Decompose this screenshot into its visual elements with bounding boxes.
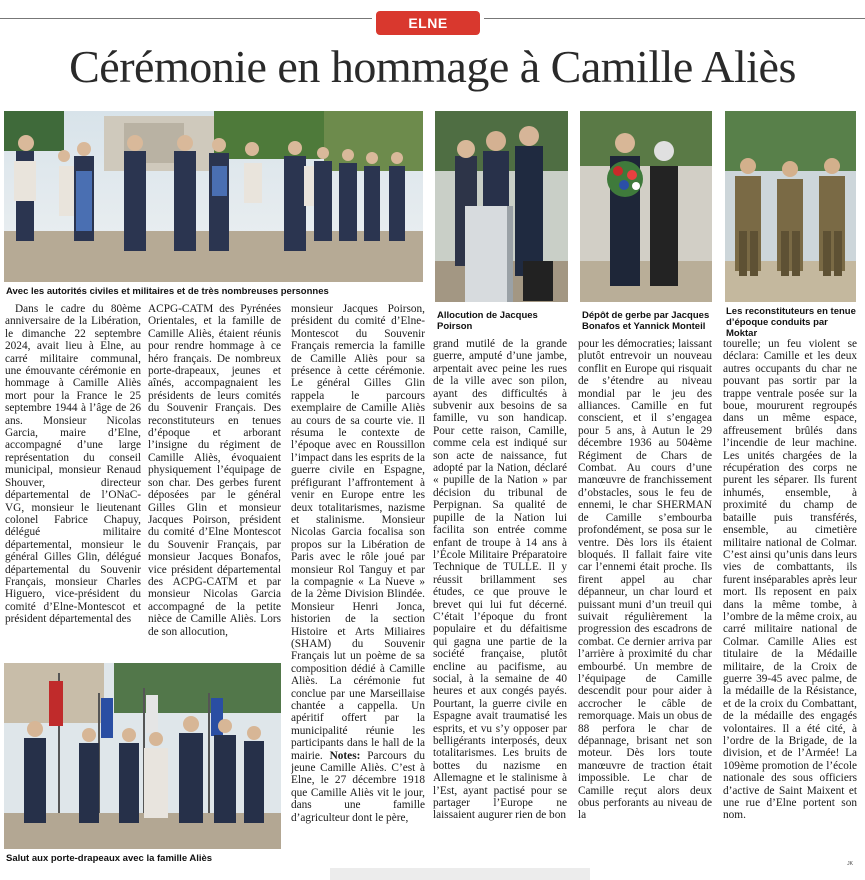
article-column-2 — [148, 303, 281, 658]
caption-crowd: Avec les autorités civiles et militaires et de très nombreuses personnes — [6, 286, 329, 297]
photo-flag-bearers — [4, 663, 281, 849]
article-column-2-text: ACPG-CATM des Pyrénées Orientales, et la famille de Camille Aliès, étaient réunis pour rendre hommage à ce héro français. De nombreux porte-drapeaux, jeunes et aînés, accompagnaient les présidents de leurs comités du Souvenir Français. Des reconstituteurs en tenues d’époque et arborant l’insigne du régiment de Camille Aliès, évoquaient physiquement l’équipage de son char. Des gerbes furent déposées par le général Gilles Glin et monsieur Jacques Poirson, président du comité d’Elne Montescot du Souvenir Français, par monsieur Jacques Bonafos, vice président départemental des ACPG-CATM et par monsieur Nicolas Garcia accompagné de la petite nièce de Camille Aliès. Lors de son allocution, — [148, 303, 281, 638]
page-mark: JK — [847, 861, 853, 867]
article-column-4 — [433, 338, 567, 863]
photo-speech — [435, 111, 568, 302]
photo-reenactors — [725, 111, 856, 302]
caption-reenactors: Les reconstituteurs en tenue d’époque conduits par Moktar — [726, 306, 856, 339]
article-column-1 — [5, 303, 141, 658]
article-column-3-text: monsieur Jacques Poirson, président du comité d’Elne-Montescot du Souvenir Français remercia la famille de Camille Aliès pour sa présence à cette cérémonie. Le général Gilles Glin rappela le parcours exemplaire de Camille Aliès au cours de sa courte vie. Il résuma le contexte de l’époque avec en Roussillon l’impact dans les esprits de la guerre civile en Espagne, préfigurant l’affrontement à venir en Europe entre les deux totalitarismes, nazisme et stalinisme. Monsieur Nicolas Garcia focalisa son propos sur la Libération de Paris avec le rôle joué par monsieur Rol Tanguy et par la compagnie « La Nueve » de la 2ème Division Blindée. Monsieur Henri Jonca, historien de la section Histoire et Arts Miliaires (SHAM) du Souvenir Français lut un poème de sa composition dédié à Camille Aliès. La cérémonie fut conclue par une Marseillaise chantée a cappella. Un apéritif offert par la municipalité réunie les participants dans le hall de la mairie. — [291, 303, 425, 762]
article-column-4-text: grand mutilé de la grande guerre, amputé d’une jambe, arpentait avec peine les rues de la ville avec son pilon, ayant des difficultés à subvenir aux besoins de sa famille, vu son handicap. Pour cette raison, Camille, comme cela est indiqué sur son acte de naissance, fut adopté par la Nation, déclaré « pupille de la Nation » par décision du tribunal de Perpignan. Sa qualité de pupille de la Nation lui facilita son entrée comme enfant de troupe à 14 ans à l’École Militaire Préparatoire Technique de TULLE. Il y réussit brillamment ses études, ce que prouve le brevet qui lui fut décerné. C’était l’époque du front populaire et du défaitisme qui gagna une partie de la société française, plutôt encline au pacifisme, au social, à la semaine de 40 heures et aux congés payés. Pourtant, la guerre civile en Espagne avait traumatisé les esprits, et vu s’y opposer par belligérants interposés, deux totalitarismes. Les bruits de bottes du nazisme en Allemagne et le stalinisme à l’Est, ayant pactisé pour se partager l’Europe ne laissaient augurer rien de bon — [433, 338, 567, 822]
top-rule-left — [0, 18, 372, 19]
notes-label: Notes: — [329, 749, 361, 762]
photo-crowd — [4, 111, 423, 282]
article-column-6-text: tourelle; un feu violent se déclara: Camille et les deux autres occupants du char ne pouvant pas sortir par la trappe ventrale posée sur la boue, moururent regroupés dans un même espace, affreusement brûlés dans l’incendie de leur machine. Les unités chargées de la récupération des corps ne purent les séparer. Ils furent inhumés, ensemble, à proximité du champ de bataille puis transférés, ensemble, au cimetière militaire national de Colmar. C’est ainsi qu’unis dans leurs vies de combattants, ils furent inséparables après leur mort. Ils reposent en paix dans la même tombe, à l’ombre de la même croix, au carré militaire national de Colmar. Camille Alies est titulaire de la Médaille militaire, de la Croix de guerre 39-45 avec palme, de la médaille de la Résistance, et de la croix du Combattant, de la médaille des engagés volontaires. Il a été cité, à l’ordre de la Brigade, de la division, et de l’Armée! La 109ème promotion de l’école nationale des sous officiers d’active de Saint Maixent et une rue d’Elne portent son nom. — [723, 338, 857, 822]
footer-bar — [330, 868, 590, 880]
article-column-3 — [291, 303, 425, 863]
caption-wreath: Dépôt de gerbe par Jacques Bonafos et Yannick Monteil — [582, 310, 710, 332]
top-rule-right — [484, 18, 865, 19]
headline: Cérémonie en hommage à Camille Aliès — [69, 41, 796, 92]
section-tag: ELNE — [376, 11, 480, 35]
article-column-3-notes: Parcours du jeune Camille Aliès. C’est à Elne, le 27 décembre 1918 que Camille Aliès vit le jour, dans une famille d’agriculteur dont le père, — [291, 749, 425, 824]
article-column-5-text: pour les démocraties; laissant plutôt entrevoir un nouveau conflit en Europe qui risquait de s’étendre au niveau mondial par le jeu des alliances. Camille en fut conscient, et il s’engagea pour 5 ans, à Autun le 29 décembre 1936 au 504ème Régiment de Chars de Combat. Au cours d’une manœuvre de franchissement d’obstacles, sous le feu de ennemi, le char SHERMAN de Camille s’embourba profondément, se posa sur le ventre. Dès lors ils étaient bloqués. Il fallait faire vite car l’ennemi était proche. Ils firent appel au char dépanneur, un char lourd et puissant muni d’un treuil qui suivait régulièrement la progression des escadrons de combat. Ce dernier arriva par l’arrière à proximité du char embourbé. Un membre de l’équipage de Camille descendit pour pour aider à accrocher le câble de remorquage. Mais un obus de 88 perfora le char de dépannage, brisant net son moteur. Dès lors toute manœuvre de traction était impossible. Le char de Camille reçut alors deux obus perforants au niveau de la — [578, 338, 712, 822]
photo-wreath — [580, 111, 712, 302]
article-column-1-text: Dans le cadre du 80ème anniversaire de la Libération, le dimanche 22 septembre 2024, avait lieu à Elne, au carré militaire communal, une émouvante cérémonie en hommage à Camille Aliès mort pour la France le 25 septembre 1944 à l’âge de 26 ans. Monsieur Nicolas Garcia, maire d’Elne, accompagné d’une large représentation du conseil municipal, monsieur Renaud Shouver, directeur départemental de l’ONaC-VG, monsieur le lieutenant colonel Fabrice Chapuy, délégué militaire départemental, monsieur le général Gilles Glin, délégué départemental du Souvenir Français, monsieur Charles Higuero, vice-président du comité d’Elne-Montescot et président départemental des — [5, 303, 141, 626]
caption-flag-bearers: Salut aux porte-drapeaux avec la famille Aliès — [6, 853, 213, 864]
caption-speech: Allocution de Jacques Poirson — [437, 310, 538, 332]
article-column-5 — [578, 338, 712, 863]
article-column-6 — [723, 338, 857, 863]
